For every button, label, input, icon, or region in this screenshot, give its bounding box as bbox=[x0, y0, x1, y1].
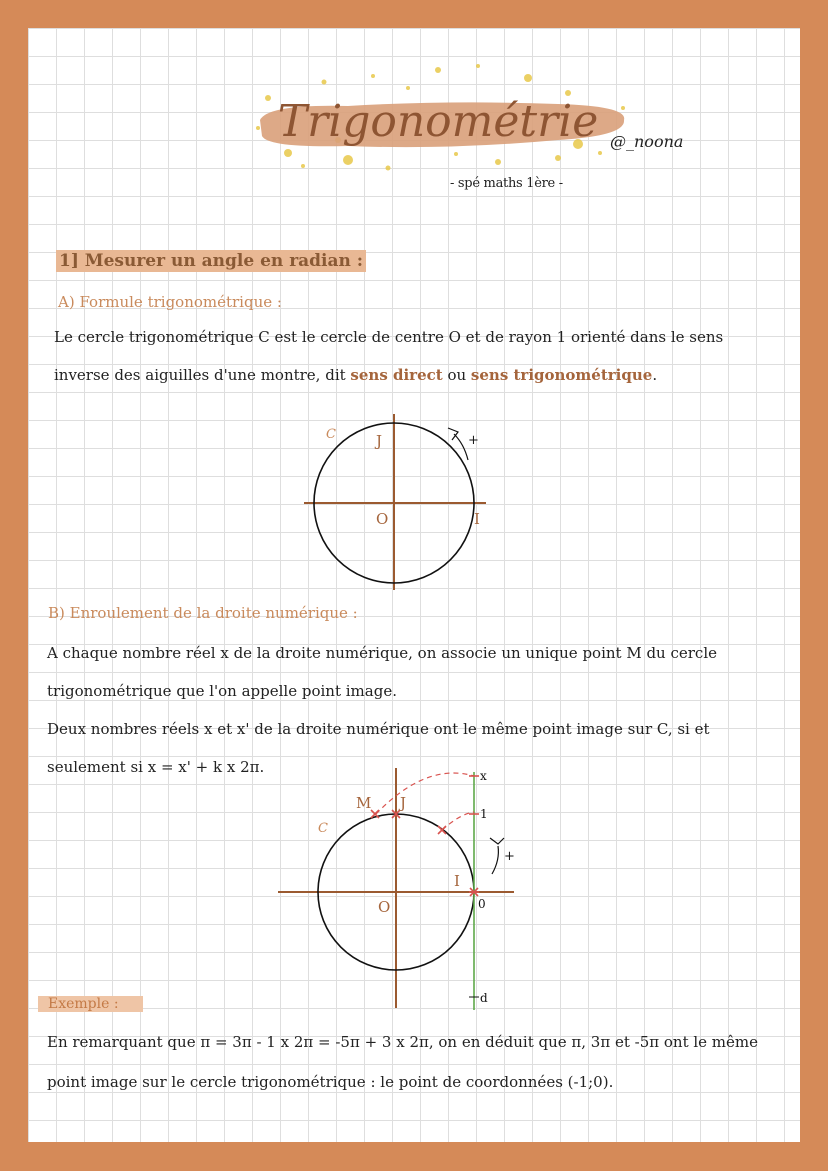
orientation-arrow-icon bbox=[492, 846, 498, 874]
term-sens-trigonometrique: sens trigonométrique bbox=[470, 366, 653, 384]
paragraph-line: Le cercle trigonométrique C est le cercle de centre O et de rayon 1 orienté dans le sens bbox=[54, 328, 724, 346]
example-label: Exemple : bbox=[38, 996, 143, 1012]
author-handle: @_noona bbox=[610, 132, 684, 151]
tick-label-0: 0 bbox=[478, 897, 486, 911]
subsection-a-heading: A) Formule trigonométrique : bbox=[58, 293, 282, 311]
paragraph-line: Deux nombres réels x et x' de la droite numérique ont le même point image sur C, si et bbox=[47, 720, 710, 738]
tick-label-x: x bbox=[480, 769, 487, 783]
orientation-plus: + bbox=[504, 849, 515, 864]
section-heading: 1] Mesurer un angle en radian : bbox=[56, 250, 366, 272]
orientation-arrow-icon bbox=[454, 434, 468, 460]
paragraph-line: trigonométrique que l'on appelle point image. bbox=[47, 682, 397, 700]
tick-label-d: d bbox=[480, 991, 488, 1005]
point-label-o: O bbox=[376, 510, 389, 528]
title-banner bbox=[228, 58, 648, 178]
text-span: inverse des aiguilles d'une montre, dit bbox=[54, 366, 351, 384]
number-line-wrapping-figure bbox=[276, 766, 526, 1016]
text-span: . bbox=[652, 366, 658, 384]
point-label-i: I bbox=[474, 510, 480, 528]
point-label-j: J bbox=[400, 794, 407, 812]
paragraph-line: seulement si x = x' + k x 2π. bbox=[47, 758, 265, 776]
tick-label-1: 1 bbox=[480, 807, 488, 821]
page-title: Trigonométrie bbox=[277, 96, 599, 147]
arrowhead-icon bbox=[448, 428, 458, 440]
paragraph-line: A chaque nombre réel x de la droite numérique, on associe un unique point M du cercle bbox=[47, 644, 718, 662]
paragraph-line: En remarquant que π = 3π - 1 x 2π = -5π + 3 x 2π, on en déduit que π, 3π et -5π ont le même bbox=[47, 1033, 759, 1051]
point-label-j: J bbox=[376, 432, 383, 450]
paragraph-line: point image sur le cercle trigonométrique : le point de coordonnées (-1;0). bbox=[47, 1073, 614, 1091]
page-subtitle: - spé maths 1ère - bbox=[450, 176, 563, 191]
term-sens-direct: sens direct bbox=[350, 366, 443, 384]
arrowhead-icon bbox=[490, 838, 504, 844]
paragraph-line bbox=[54, 356, 657, 394]
point-label-m: M bbox=[356, 794, 372, 812]
notebook-page bbox=[28, 28, 800, 1142]
point-label-o: O bbox=[378, 898, 391, 916]
point-label-i: I bbox=[454, 872, 460, 890]
subsection-b-heading: B) Enroulement de la droite numérique : bbox=[48, 604, 358, 622]
text-span: ou bbox=[442, 366, 471, 384]
orientation-plus: + bbox=[468, 433, 479, 448]
unit-circle-figure bbox=[296, 408, 496, 598]
wrap-arc-x bbox=[376, 773, 474, 814]
circle-label-c: C bbox=[326, 427, 336, 442]
circle-label-c: C bbox=[318, 821, 328, 836]
